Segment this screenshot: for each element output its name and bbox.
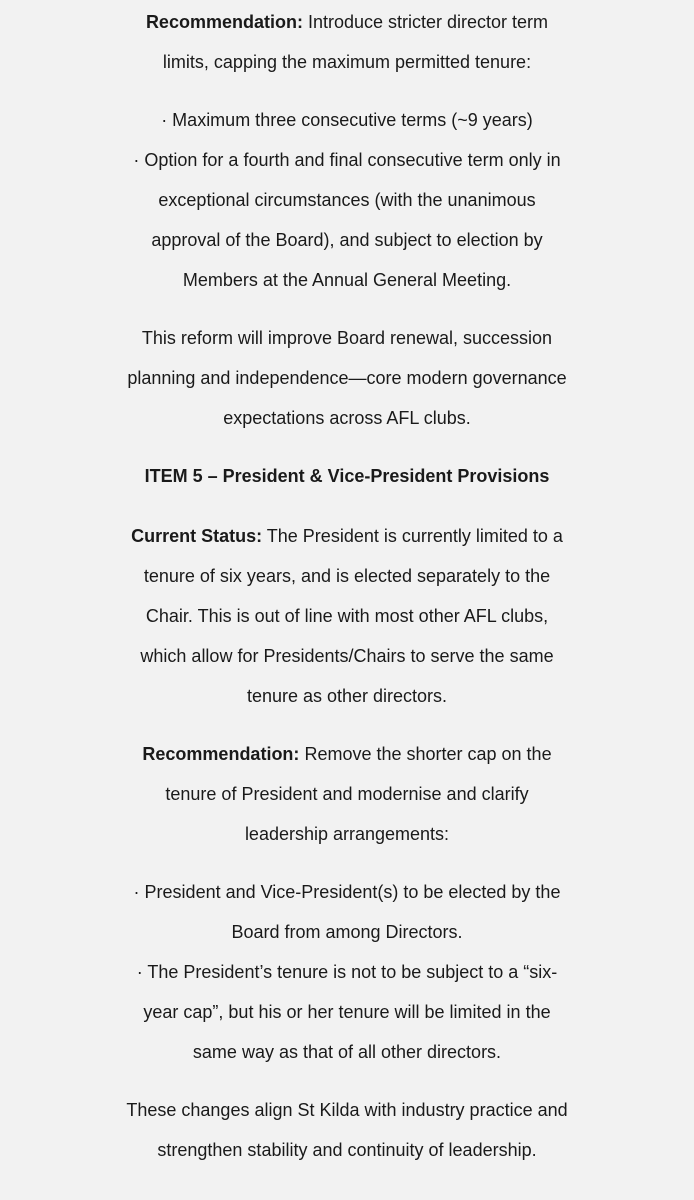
- bullet-line: exceptional circumstances (with the unanimous: [158, 190, 536, 210]
- closing-paragraph: [0, 1090, 694, 1170]
- paragraph-line: strengthen stability and continuity of leadership.: [157, 1140, 537, 1160]
- recommendation-paragraph-2: [0, 734, 694, 854]
- status-line: Chair. This is out of line with most other AFL clubs,: [145, 606, 549, 626]
- bullet-line: approval of the Board), and subject to election by: [151, 230, 543, 250]
- recommendation-label: Recommendation:: [145, 12, 303, 32]
- bullet-line: Members at the Annual General Meeting.: [182, 270, 512, 290]
- paragraph-line: expectations across AFL clubs.: [223, 408, 471, 428]
- bullet-line: · The President’s tenure is not to be subject to a “six-: [136, 962, 558, 982]
- paragraph-line: This reform will improve Board renewal, succession: [141, 328, 553, 348]
- bullet-line: · President and Vice-President(s) to be elected by the: [133, 882, 561, 902]
- status-line: Current Status: The President is currently limited to a: [131, 526, 563, 546]
- recommendation-label: Recommendation:: [142, 744, 300, 764]
- bullet-line: Board from among Directors.: [231, 922, 463, 942]
- leadership-bullets: [0, 872, 694, 1072]
- recommendation-line: tenure of President and modernise and clarify: [165, 784, 529, 804]
- recommendation-line: leadership arrangements:: [244, 824, 450, 844]
- bullet-line: same way as that of all other directors.: [192, 1042, 502, 1062]
- term-limit-bullets: [0, 100, 694, 300]
- item5-heading: ITEM 5 – President & Vice-President Provisions: [144, 466, 550, 486]
- bullet-line: · Maximum three consecutive terms (~9 years): [161, 110, 533, 130]
- status-line: which allow for Presidents/Chairs to serve the same: [140, 646, 554, 666]
- reform-paragraph: [0, 318, 694, 438]
- current-status-paragraph: [0, 516, 694, 716]
- paragraph-line: planning and independence—core modern governance: [127, 368, 567, 388]
- recommendation-line: Recommendation: Introduce stricter director term: [145, 12, 549, 32]
- bullet-line: · Option for a fourth and final consecutive term only in: [133, 150, 561, 170]
- recommendation-line: Recommendation: Remove the shorter cap on the: [142, 744, 552, 764]
- bullet-line: year cap”, but his or her tenure will be limited in the: [143, 1002, 551, 1022]
- current-status-label: Current Status:: [131, 526, 263, 546]
- recommendation-line: limits, capping the maximum permitted tenure:: [162, 52, 532, 72]
- status-line: tenure of six years, and is elected separately to the: [143, 566, 551, 586]
- paragraph-line: These changes align St Kilda with industry practice and: [126, 1100, 568, 1120]
- status-line: tenure as other directors.: [246, 686, 448, 706]
- recommendation-paragraph-1: [0, 2, 694, 82]
